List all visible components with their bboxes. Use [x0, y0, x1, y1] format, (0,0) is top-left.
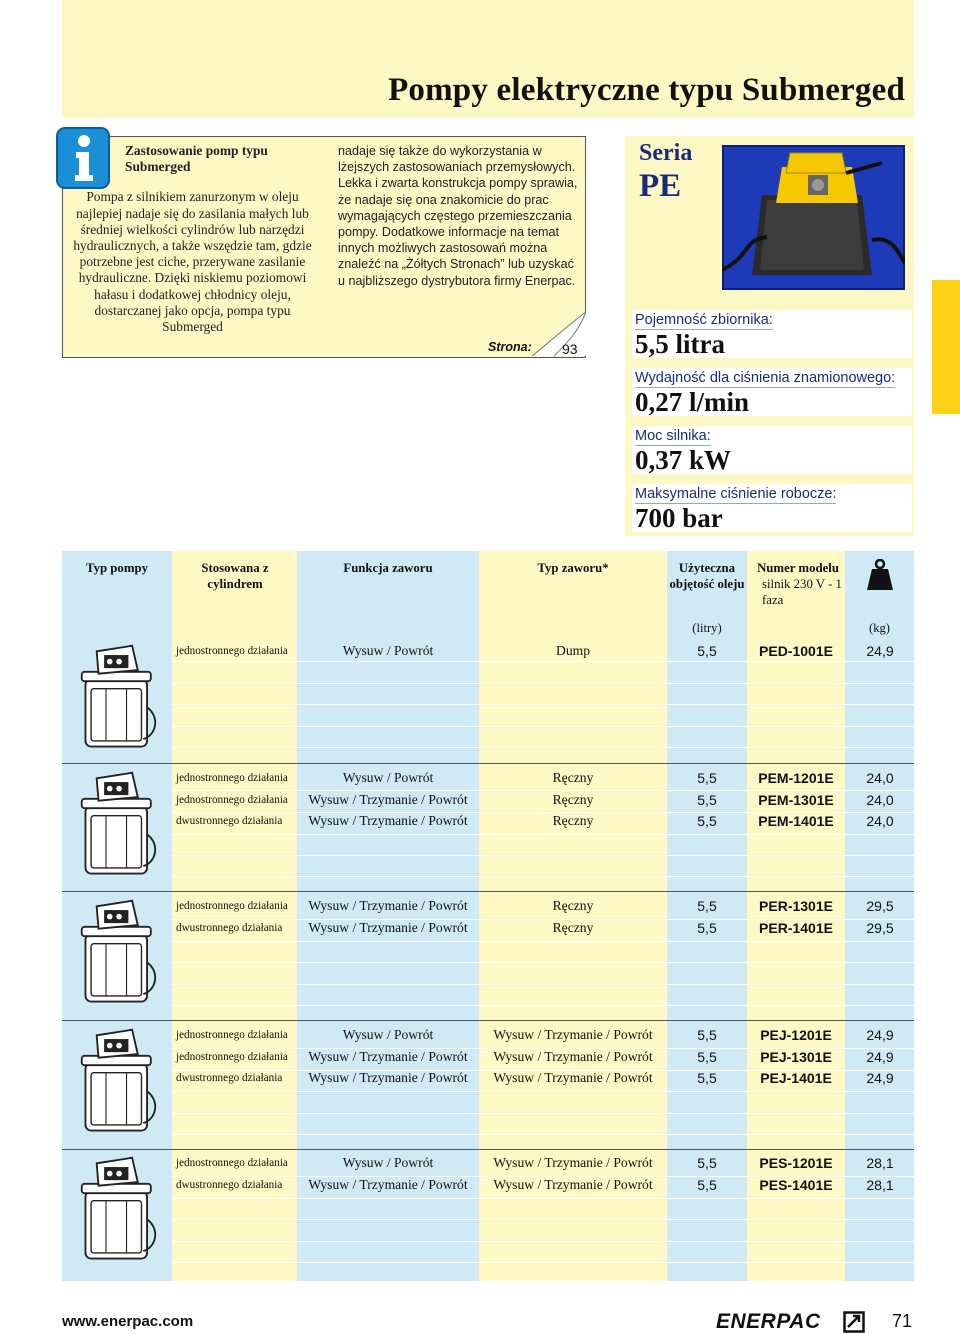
- weight-icon: [866, 559, 894, 591]
- spec-label: Pojemność zbiornika:: [635, 312, 773, 328]
- cell-cylinder: jednostronnego działania: [176, 898, 288, 912]
- unit-weight: (kg): [869, 621, 890, 635]
- cell-valve-type: Ręczny: [552, 813, 594, 829]
- info-text-left: Pompa z silnikiem zanurzonym w oleju najlepiej nadaje się do zasilania małych lub średniej wielkości cylindrów lub narzędzi hydraulicznych, a także wszędzie tam, gdzie potrzebne jest ciche, przerywane zasilanie hydrauliczne. Dzięki niskiemu poziomowi hałasu i dodatkowej chłodnicy oleju, dostarczanej jako opcja, pompa typu Submerged: [73, 189, 312, 335]
- page-ref-label: Strona:: [488, 340, 532, 354]
- row-divider: [172, 1219, 914, 1220]
- row-divider: [172, 984, 914, 985]
- cell-model-number[interactable]: PED-1001E: [759, 643, 833, 659]
- group-separator: [62, 891, 914, 892]
- cell-cylinder: jednostronnego działania: [176, 791, 288, 806]
- spec-tank-capacity: [632, 310, 912, 358]
- header-capacity: Użyteczna objętość oleju: [669, 561, 745, 591]
- cell-valve-function: Wysuw / Trzymanie / Powrót: [308, 1048, 468, 1064]
- pump-illustration: [78, 896, 162, 1010]
- cell-model-number[interactable]: PES-1401E: [759, 1176, 833, 1193]
- cell-capacity: 5,5: [697, 1048, 717, 1065]
- cell-capacity: 5,5: [697, 770, 717, 786]
- row-divider: [172, 1113, 914, 1114]
- cell-capacity: 5,5: [697, 1027, 717, 1043]
- cell-cylinder: jednostronnego działania: [176, 1027, 288, 1041]
- cell-valve-type: Ręczny: [552, 791, 594, 807]
- cell-model-number[interactable]: PEJ-1201E: [760, 1027, 832, 1043]
- spec-label: Wydajność dla ciśnienia znamionowego:: [635, 370, 896, 386]
- cell-valve-type: Wysuw / Trzymanie / Powrót: [493, 1048, 653, 1064]
- info-column-left: [70, 143, 315, 335]
- group-separator: [62, 763, 914, 764]
- cell-model-number[interactable]: PEJ-1301E: [760, 1048, 832, 1065]
- cell-weight: 28,1: [866, 1176, 894, 1193]
- row-divider: [172, 1198, 914, 1199]
- cell-valve-function: Wysuw / Trzymanie / Powrót: [308, 898, 468, 913]
- spec-value: 0,27 l/min: [635, 387, 750, 417]
- header-model: Numer modelu: [757, 561, 839, 575]
- spec-label: Maksymalne ciśnienie robocze:: [635, 486, 837, 502]
- cell-weight: 24,9: [866, 643, 894, 659]
- cell-weight: 29,5: [866, 919, 894, 936]
- cell-valve-type: Wysuw / Trzymanie / Powrót: [493, 1176, 653, 1192]
- row-divider: [172, 726, 914, 727]
- cell-capacity: 5,5: [697, 643, 717, 659]
- cell-model-number[interactable]: PER-1301E: [759, 898, 833, 914]
- page-ref-number[interactable]: 93: [562, 341, 578, 357]
- cell-capacity: 5,5: [697, 898, 717, 914]
- row-divider: [172, 704, 914, 705]
- cell-cylinder: jednostronnego działania: [176, 1155, 288, 1169]
- cell-valve-function: Wysuw / Trzymanie / Powrót: [308, 919, 468, 935]
- cell-valve-function: Wysuw / Powrót: [342, 1155, 434, 1170]
- cell-cylinder: jednostronnego działania: [176, 770, 288, 784]
- header-pump-type: Typ pompy: [86, 561, 148, 575]
- cell-valve-type: Wysuw / Trzymanie / Powrót: [493, 1070, 653, 1086]
- header-cylinder: Stosowana z cylindrem: [201, 561, 269, 591]
- cell-weight: 29,5: [866, 898, 894, 914]
- row-divider: [172, 962, 914, 963]
- cell-valve-type: Ręczny: [552, 919, 594, 935]
- series-label: Seria: [639, 140, 693, 166]
- pump-illustration: [78, 1153, 162, 1267]
- cell-capacity: 5,5: [697, 1176, 717, 1193]
- header-valve-type: Typ zaworu*: [537, 561, 609, 575]
- cell-model-number[interactable]: PEM-1301E: [758, 791, 834, 808]
- row-divider: [172, 661, 914, 662]
- cell-weight: 24,9: [866, 1070, 894, 1087]
- brand-mark-icon: [843, 1311, 865, 1333]
- row-divider: [172, 1262, 914, 1263]
- pump-illustration: [78, 641, 162, 755]
- row-divider: [172, 1241, 914, 1242]
- cell-valve-type: Ręczny: [552, 770, 594, 785]
- row-divider: [172, 1091, 914, 1092]
- cell-capacity: 5,5: [697, 791, 717, 808]
- product-photo: [722, 145, 905, 290]
- group-separator: [62, 1149, 914, 1150]
- spec-value: 700 bar: [635, 503, 723, 533]
- cell-valve-function: Wysuw / Powrót: [342, 770, 434, 785]
- header-valve-function: Funkcja zaworu: [343, 561, 433, 575]
- cell-capacity: 5,5: [697, 919, 717, 936]
- row-divider: [172, 683, 914, 684]
- cell-model-number[interactable]: PEM-1401E: [758, 813, 834, 830]
- cell-weight: 24,0: [866, 770, 894, 786]
- cell-model-number[interactable]: PER-1401E: [759, 919, 833, 936]
- cell-cylinder: dwustronnego działania: [176, 1176, 283, 1191]
- cell-valve-type: Dump: [556, 643, 590, 658]
- cell-cylinder: jednostronnego działania: [176, 1048, 288, 1063]
- cell-weight: 24,9: [866, 1048, 894, 1065]
- cell-weight: 24,0: [866, 791, 894, 808]
- row-divider: [172, 941, 914, 942]
- page-title: Pompy elektryczne typu Submerged: [388, 72, 905, 108]
- row-divider: [172, 1005, 914, 1006]
- cell-valve-type: Wysuw / Trzymanie / Powrót: [493, 1155, 653, 1170]
- spec-value: 5,5 litra: [635, 329, 725, 359]
- cell-valve-function: Wysuw / Trzymanie / Powrót: [308, 1070, 468, 1086]
- row-divider: [172, 876, 914, 877]
- cell-capacity: 5,5: [697, 1155, 717, 1171]
- cell-valve-type: Wysuw / Trzymanie / Powrót: [493, 1027, 653, 1042]
- row-divider: [172, 1134, 914, 1135]
- footer-url[interactable]: www.enerpac.com: [62, 1313, 194, 1330]
- section-tab: [932, 280, 960, 414]
- cell-valve-function: Wysuw / Trzymanie / Powrót: [308, 1176, 468, 1192]
- cell-capacity: 5,5: [697, 1070, 717, 1087]
- pump-illustration: [78, 1025, 162, 1139]
- cell-valve-function: Wysuw / Powrót: [342, 1027, 434, 1042]
- cell-model-number[interactable]: PEJ-1401E: [760, 1070, 832, 1087]
- pump-table: [0, 551, 960, 1281]
- spec-value: 0,37 kW: [635, 445, 732, 475]
- unit-capacity: (litry): [692, 621, 722, 635]
- cell-model-number[interactable]: PES-1201E: [759, 1155, 833, 1171]
- cell-cylinder: jednostronnego działania: [176, 643, 288, 657]
- spec-motor-power: [632, 426, 912, 474]
- pump-illustration: [78, 768, 162, 882]
- row-divider: [172, 834, 914, 835]
- cell-valve-type: Ręczny: [552, 898, 594, 913]
- info-heading: Zastosowanie pomp typu Submerged: [125, 143, 268, 175]
- cell-model-number[interactable]: PEM-1201E: [758, 770, 834, 786]
- spec-label: Moc silnika:: [635, 428, 711, 444]
- cell-valve-function: Wysuw / Trzymanie / Powrót: [308, 791, 468, 807]
- spec-max-pressure: [632, 484, 912, 532]
- row-divider: [172, 747, 914, 748]
- cell-weight: 24,0: [866, 813, 894, 830]
- group-separator: [62, 1020, 914, 1021]
- cell-weight: 24,9: [866, 1027, 894, 1043]
- header-model-sub: silnik 230 V - 1 faza: [762, 577, 842, 607]
- cell-cylinder: dwustronnego działania: [176, 813, 283, 828]
- spec-flow-rate: [632, 368, 912, 416]
- info-text-right: nadaje się także do wykorzystania w lżejszych zastosowaniach przemysłowych. Lekka i zwarta konstrukcja pompy sprawia, że nadaje się ona znakomicie do prac wymagających częstego przemieszczania pompy. Dodatkowe informacje na temat innych możliwych zastosowań można znaleźć na „Żółtych Stronach” lub uzyskać u najbliższego dystrybutora firmy Enerpac.: [338, 144, 578, 288]
- series-code: PE: [639, 168, 682, 204]
- cell-cylinder: dwustronnego działania: [176, 919, 283, 934]
- brand-logo: ENERPAC: [716, 1310, 821, 1333]
- row-divider: [172, 855, 914, 856]
- cell-capacity: 5,5: [697, 813, 717, 830]
- page-number: 71: [892, 1311, 913, 1331]
- cell-weight: 28,1: [866, 1155, 894, 1171]
- cell-valve-function: Wysuw / Powrót: [342, 643, 434, 658]
- cell-cylinder: dwustronnego działania: [176, 1070, 283, 1085]
- cell-valve-function: Wysuw / Trzymanie / Powrót: [308, 813, 468, 829]
